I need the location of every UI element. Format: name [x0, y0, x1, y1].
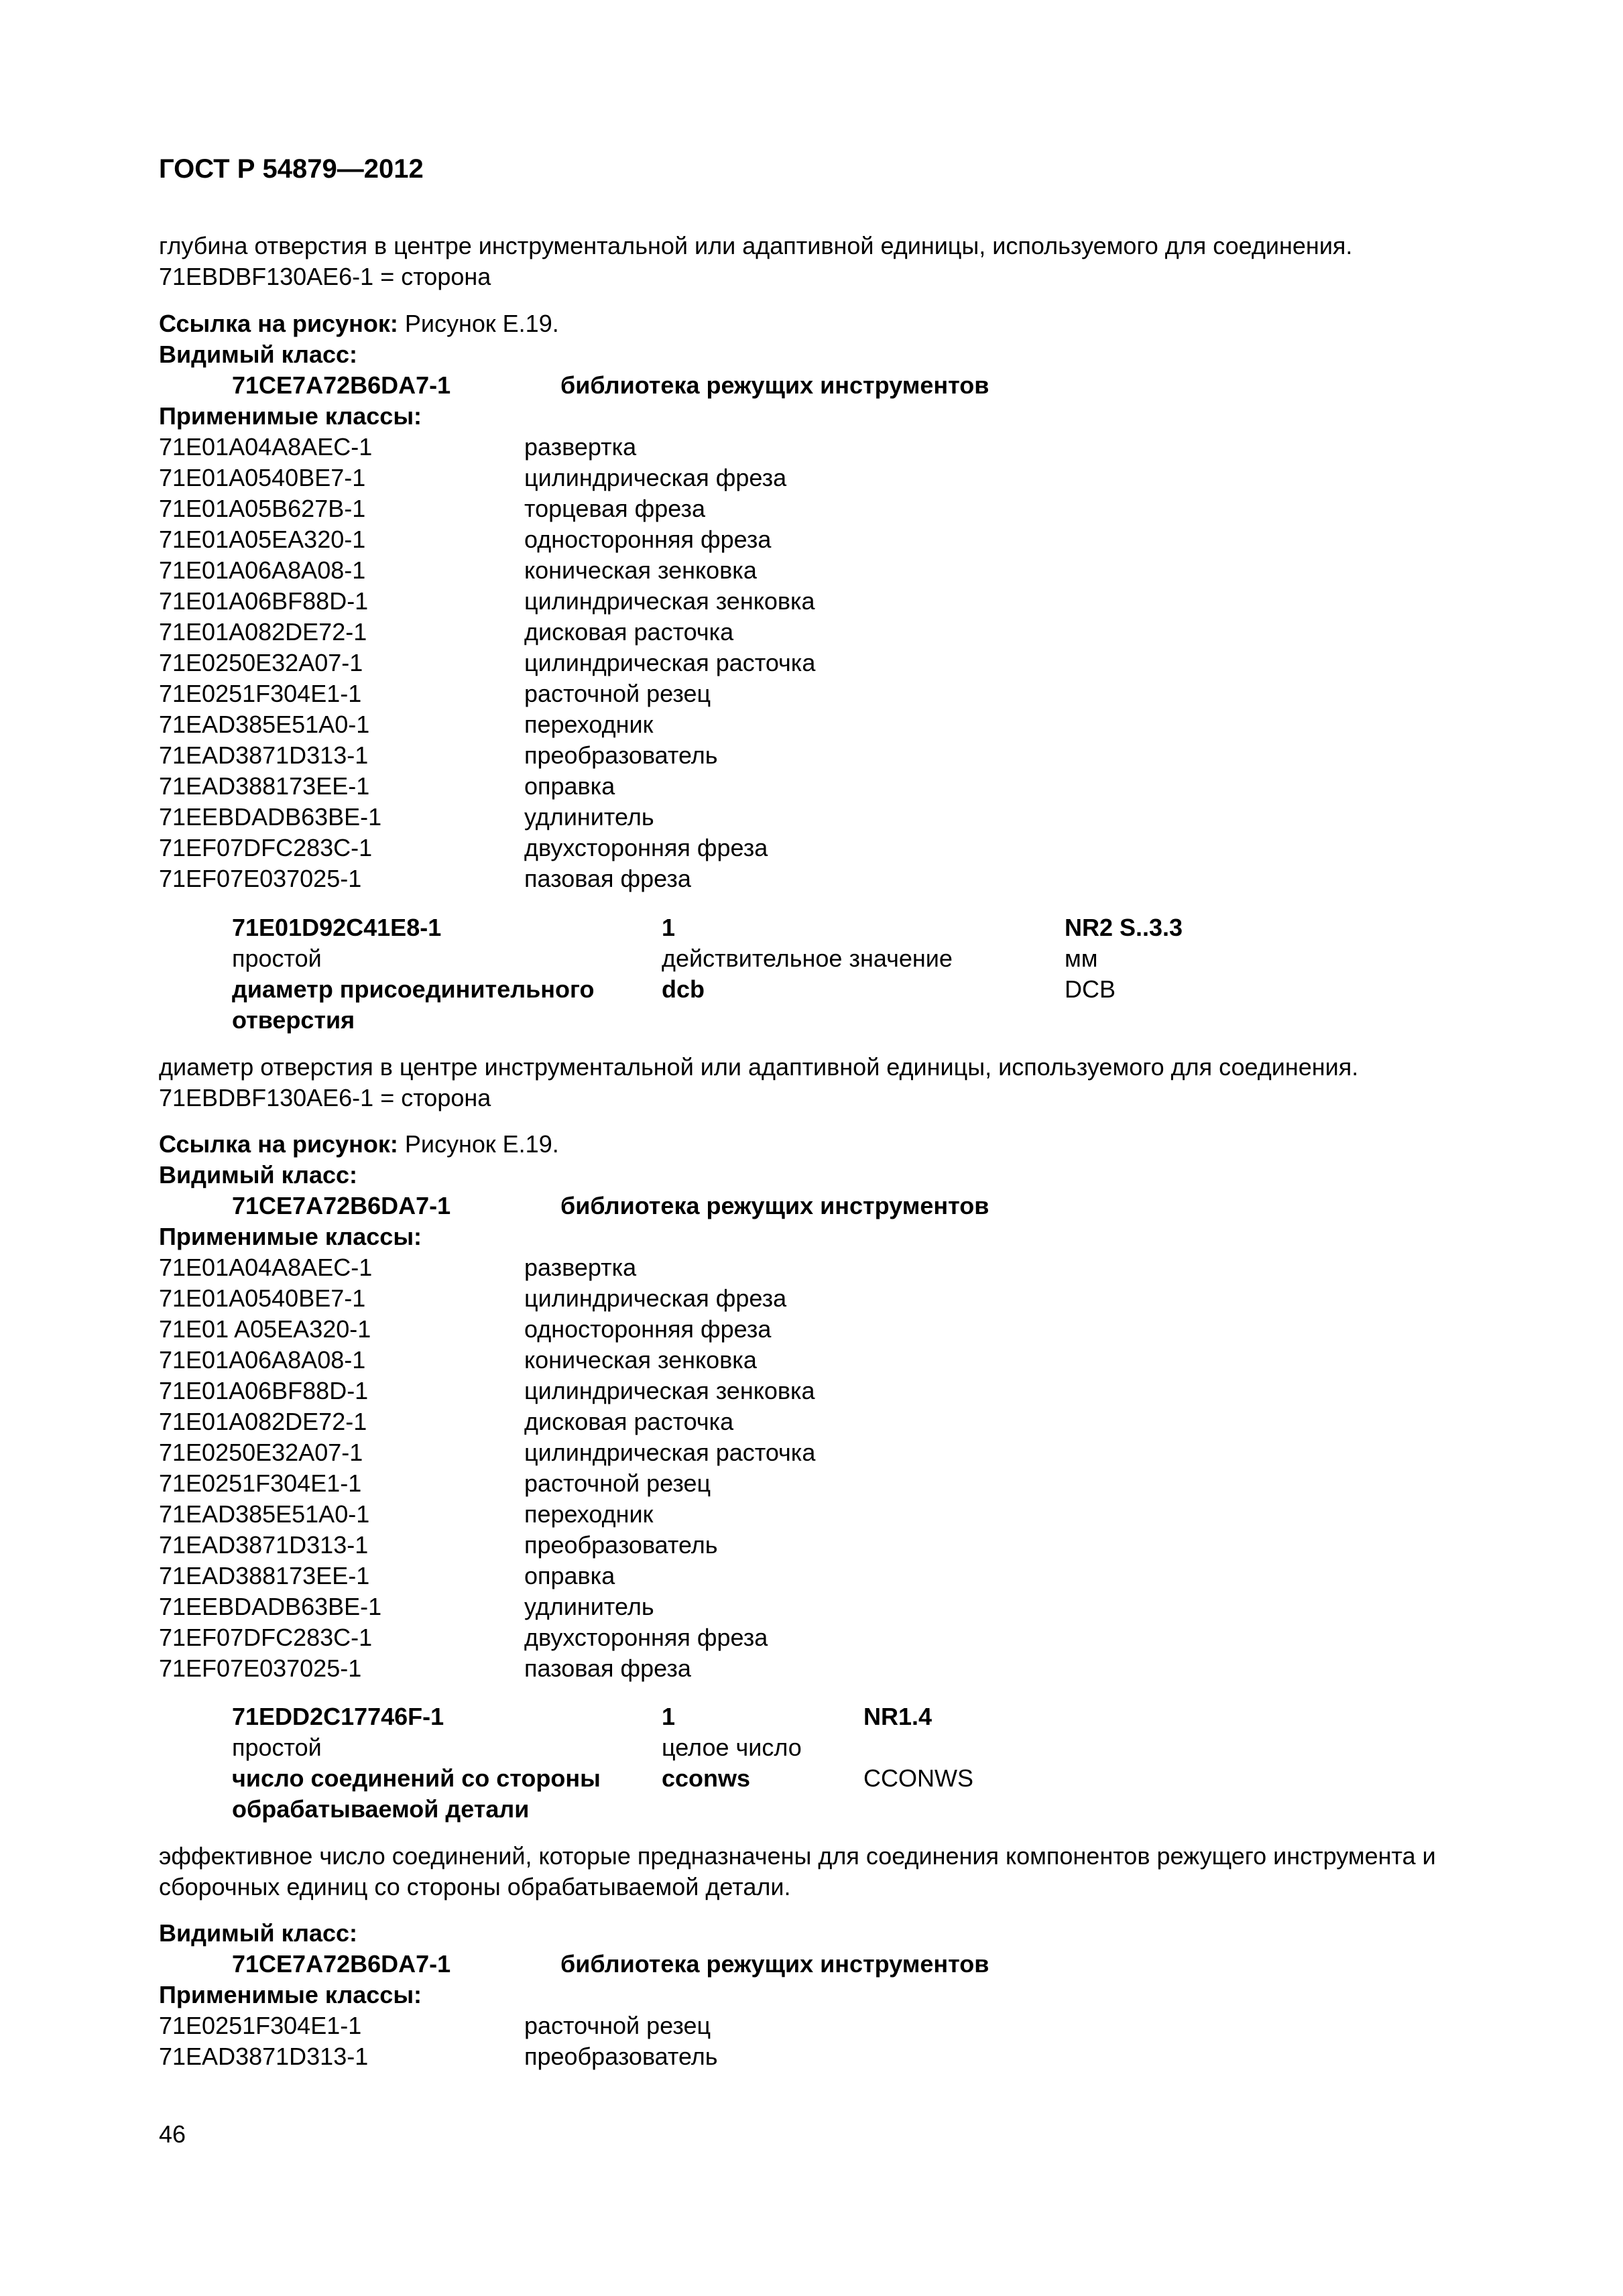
applicable-class-name: преобразователь: [524, 741, 718, 769]
document-code-header: ГОСТ Р 54879—2012: [159, 154, 424, 184]
applicable-class-code: 71EF07E037025-1: [159, 865, 362, 892]
page-number: 46: [159, 2120, 186, 2148]
applicable-classes-label: Применимые классы:: [159, 1981, 422, 2008]
applicable-class-code: 71EAD385E51A0-1: [159, 711, 370, 738]
applicable-class-name: односторонняя фреза: [524, 526, 772, 553]
applicable-class-name: оправка: [524, 772, 615, 800]
applicable-class-name: оправка: [524, 1562, 615, 1589]
visible-class-code: 71CE7A72B6DA7-1: [232, 371, 451, 399]
applicable-class-name: дисковая расточка: [524, 618, 734, 646]
applicable-class-code: 71EEBDADB63BE-1: [159, 803, 382, 831]
applicable-class-code: 71E0251F304E1-1: [159, 1469, 362, 1497]
applicable-class-code: 71E01A06A8A08-1: [159, 556, 366, 584]
description-line: диаметр отверстия в центре инструментальной или адаптивной единицы, используемого для соединения.: [159, 1053, 1359, 1081]
applicable-class-name: удлинитель: [524, 1593, 654, 1620]
applicable-class-code: 71E01A04A8AEC-1: [159, 433, 373, 461]
applicable-class-name: расточной резец: [524, 1469, 711, 1497]
applicable-class-code: 71E01A04A8AEC-1: [159, 1254, 373, 1281]
applicable-class-name: коническая зенковка: [524, 556, 757, 584]
applicable-class-code: 71E0250E32A07-1: [159, 649, 363, 676]
applicable-class-name: цилиндрическая зенковка: [524, 1377, 815, 1404]
applicable-class-name: расточной резец: [524, 680, 711, 707]
applicable-class-name: пазовая фреза: [524, 1654, 691, 1682]
property-id: 71EDD2C17746F-1: [232, 1703, 444, 1730]
visible-class-code: 71CE7A72B6DA7-1: [232, 1950, 451, 1978]
figure-reference-label: Ссылка на рисунок:: [159, 310, 398, 337]
applicable-class-name: торцевая фреза: [524, 495, 705, 522]
description-line: глубина отверстия в центре инструментальной или адаптивной единицы, используемого для соединения.: [159, 232, 1353, 259]
property-unit: мм: [1065, 945, 1098, 972]
property-code: DCB: [1065, 975, 1116, 1003]
applicable-class-code: 71E01A082DE72-1: [159, 1408, 367, 1435]
property-version: 1: [662, 914, 676, 941]
property-kind: простой: [232, 945, 322, 972]
applicable-class-code: 71EAD3871D313-1: [159, 741, 369, 769]
applicable-class-name: пазовая фреза: [524, 865, 691, 892]
applicable-class-code: 71E0251F304E1-1: [159, 2012, 362, 2039]
figure-reference: [159, 1129, 559, 1160]
visible-class-label: Видимый класс:: [159, 1161, 357, 1189]
applicable-class-name: двухсторонняя фреза: [524, 834, 768, 861]
applicable-class-name: коническая зенковка: [524, 1346, 757, 1374]
property-code: CCONWS: [863, 1764, 973, 1792]
figure-reference-value: Рисунок Е.19.: [404, 1130, 559, 1158]
description-line: 71EBDBF130AE6-1 = сторона: [159, 263, 491, 290]
applicable-class-name: переходник: [524, 1500, 654, 1528]
applicable-class-code: 71EAD388173EE-1: [159, 772, 370, 800]
applicable-class-name: развертка: [524, 433, 637, 461]
applicable-class-name: цилиндрическая фреза: [524, 464, 787, 491]
applicable-class-code: 71E01A0540BE7-1: [159, 1284, 366, 1312]
visible-class-name: библиотека режущих инструментов: [560, 371, 989, 399]
applicable-class-code: 71E01A082DE72-1: [159, 618, 367, 646]
applicable-class-code: 71E01A06BF88D-1: [159, 587, 369, 615]
applicable-class-name: переходник: [524, 711, 654, 738]
applicable-class-name: преобразователь: [524, 1531, 718, 1559]
property-format: NR1.4: [863, 1703, 933, 1730]
applicable-class-code: 71EAD388173EE-1: [159, 1562, 370, 1589]
figure-reference: [159, 308, 559, 339]
applicable-class-code: 71EAD385E51A0-1: [159, 1500, 370, 1528]
applicable-class-code: 71E0250E32A07-1: [159, 1439, 363, 1466]
property-symbol: cconws: [662, 1764, 751, 1792]
visible-class-label: Видимый класс:: [159, 341, 357, 368]
property-symbol: dcb: [662, 975, 705, 1003]
applicable-class-code: 71E01A05EA320-1: [159, 526, 366, 553]
property-kind: простой: [232, 1734, 322, 1761]
applicable-class-name: расточной резец: [524, 2012, 711, 2039]
applicable-class-code: 71EEBDADB63BE-1: [159, 1593, 382, 1620]
applicable-class-code: 71E0251F304E1-1: [159, 680, 362, 707]
applicable-class-name: цилиндрическая расточка: [524, 1439, 816, 1466]
applicable-class-code: 71EAD3871D313-1: [159, 2043, 369, 2070]
description-line: эффективное число соединений, которые предназначены для соединения компонентов режущего инструмента и: [159, 1842, 1436, 1870]
property-data-type: действительное значение: [662, 945, 953, 972]
applicable-class-code: 71EF07DFC283C-1: [159, 834, 373, 861]
applicable-class-name: цилиндрическая зенковка: [524, 587, 815, 615]
applicable-class-name: развертка: [524, 1254, 637, 1281]
property-version: 1: [662, 1703, 676, 1730]
property-data-type: целое число: [662, 1734, 802, 1761]
visible-class-label: Видимый класс:: [159, 1919, 357, 1947]
applicable-class-name: односторонняя фреза: [524, 1315, 772, 1343]
figure-reference-value: Рисунок Е.19.: [404, 310, 559, 337]
visible-class-code: 71CE7A72B6DA7-1: [232, 1192, 451, 1219]
applicable-class-code: 71E01 A05EA320-1: [159, 1315, 371, 1343]
description-line: 71EBDBF130AE6-1 = сторона: [159, 1084, 491, 1111]
applicable-class-code: 71EAD3871D313-1: [159, 1531, 369, 1559]
applicable-class-name: преобразователь: [524, 2043, 718, 2070]
visible-class-name: библиотека режущих инструментов: [560, 1192, 989, 1219]
figure-reference-label: Ссылка на рисунок:: [159, 1130, 398, 1158]
applicable-class-code: 71EF07DFC283C-1: [159, 1624, 373, 1651]
property-name: число соединений со стороны: [232, 1764, 601, 1792]
description-line: сборочных единиц со стороны обрабатываемой детали.: [159, 1873, 791, 1900]
property-name-continued: обрабатываемой детали: [232, 1795, 530, 1823]
applicable-class-name: удлинитель: [524, 803, 654, 831]
applicable-class-code: 71E01A0540BE7-1: [159, 464, 366, 491]
applicable-class-code: 71E01A06A8A08-1: [159, 1346, 366, 1374]
applicable-class-code: 71EF07E037025-1: [159, 1654, 362, 1682]
applicable-class-name: цилиндрическая расточка: [524, 649, 816, 676]
property-name: диаметр присоединительного: [232, 975, 595, 1003]
applicable-classes-label: Применимые классы:: [159, 402, 422, 430]
property-id: 71E01D92C41E8-1: [232, 914, 442, 941]
applicable-classes-label: Применимые классы:: [159, 1223, 422, 1250]
property-format: NR2 S..3.3: [1065, 914, 1183, 941]
applicable-class-code: 71E01A06BF88D-1: [159, 1377, 369, 1404]
applicable-class-name: цилиндрическая фреза: [524, 1284, 787, 1312]
applicable-class-name: двухсторонняя фреза: [524, 1624, 768, 1651]
property-name-continued: отверстия: [232, 1006, 355, 1034]
applicable-class-name: дисковая расточка: [524, 1408, 734, 1435]
visible-class-name: библиотека режущих инструментов: [560, 1950, 989, 1978]
applicable-class-code: 71E01A05B627B-1: [159, 495, 366, 522]
